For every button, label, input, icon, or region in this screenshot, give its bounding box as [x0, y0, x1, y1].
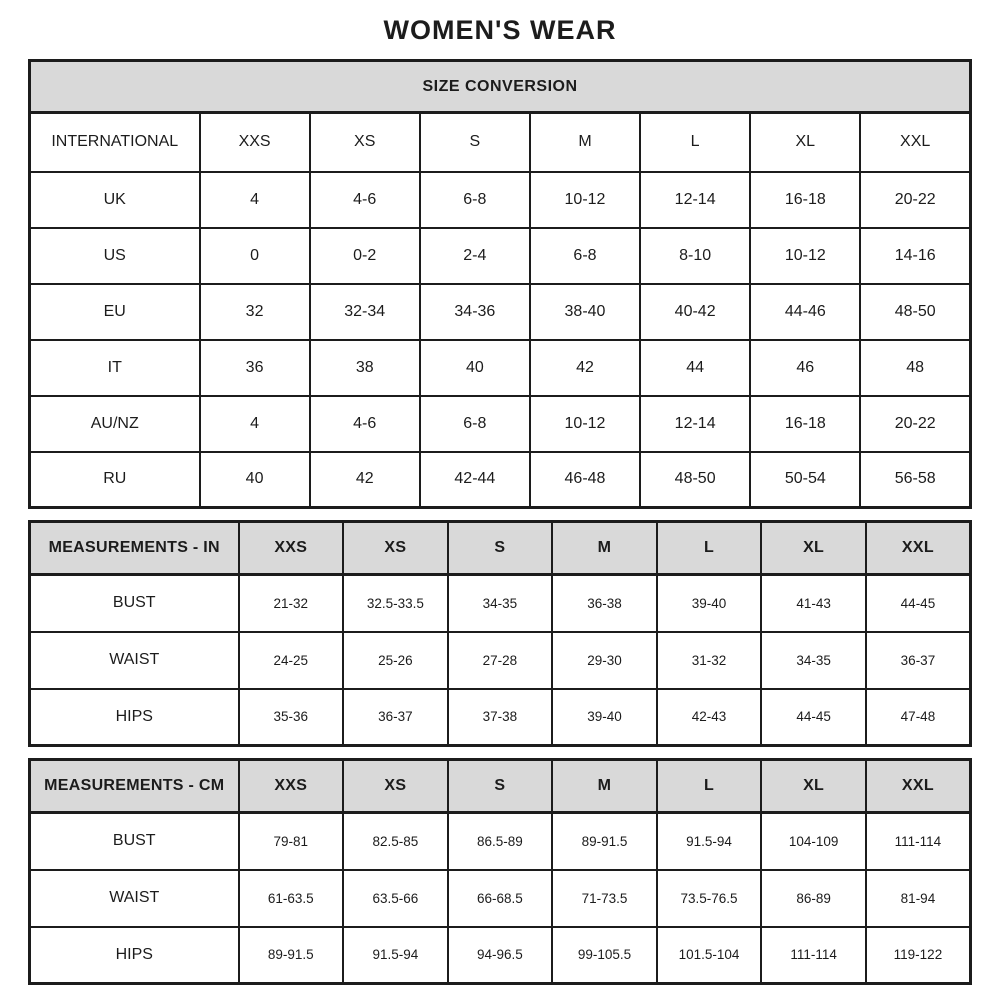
row-label-bust: BUST [30, 575, 239, 632]
measurement-value-cell: 61-63.5 [239, 870, 344, 927]
size-value-cell: 34-36 [420, 284, 530, 340]
size-value-cell: 16-18 [750, 396, 860, 452]
measurement-value-cell: 29-30 [552, 632, 657, 689]
measurement-value-cell: 119-122 [866, 927, 971, 984]
size-value-cell: 10-12 [750, 228, 860, 284]
col-header-xxl: XXL [866, 522, 971, 575]
size-value-cell: 10-12 [530, 396, 640, 452]
measurement-value-cell: 104-109 [761, 813, 866, 870]
size-value-cell: 46 [750, 340, 860, 396]
row-label-us: US [30, 228, 200, 284]
page-title: WOMEN'S WEAR [383, 15, 617, 45]
measurement-value-cell: 25-26 [343, 632, 448, 689]
col-header-xl: XL [761, 760, 866, 813]
size-conversion-banner: SIZE CONVERSION [30, 61, 971, 113]
row-label-waist: WAIST [30, 632, 239, 689]
measurement-value-cell: 79-81 [239, 813, 344, 870]
table-row [30, 632, 971, 689]
measurement-value-cell: 37-38 [448, 689, 553, 746]
col-header-xs: XS [310, 113, 420, 172]
row-label-uk: UK [30, 172, 200, 228]
size-value-cell: 10-12 [530, 172, 640, 228]
col-header-l: L [640, 113, 750, 172]
col-header-international: INTERNATIONAL [30, 113, 200, 172]
size-value-cell: 4-6 [310, 396, 420, 452]
size-value-cell: 48-50 [860, 284, 970, 340]
measurement-value-cell: 89-91.5 [552, 813, 657, 870]
measurement-value-cell: 91.5-94 [657, 813, 762, 870]
col-header-l: L [657, 760, 762, 813]
table-row [30, 396, 971, 452]
size-value-cell: 14-16 [860, 228, 970, 284]
measurement-value-cell: 82.5-85 [343, 813, 448, 870]
col-header-m: M [530, 113, 640, 172]
size-value-cell: 46-48 [530, 452, 640, 508]
col-header-s: S [448, 522, 553, 575]
measurements-cm-header: MEASUREMENTS - CM [30, 760, 239, 813]
row-label-hips: HIPS [30, 927, 239, 984]
measurement-value-cell: 73.5-76.5 [657, 870, 762, 927]
row-label-it: IT [30, 340, 200, 396]
col-header-m: M [552, 522, 657, 575]
table-row [30, 61, 971, 113]
size-value-cell: 4 [200, 396, 310, 452]
size-value-cell: 6-8 [420, 172, 530, 228]
size-value-cell: 32 [200, 284, 310, 340]
size-value-cell: 16-18 [750, 172, 860, 228]
measurement-value-cell: 63.5-66 [343, 870, 448, 927]
col-header-l: L [657, 522, 762, 575]
size-conversion-table [28, 59, 972, 509]
measurement-value-cell: 91.5-94 [343, 927, 448, 984]
col-header-m: M [552, 760, 657, 813]
size-value-cell: 38-40 [530, 284, 640, 340]
measurement-value-cell: 71-73.5 [552, 870, 657, 927]
table-row [30, 927, 971, 984]
col-header-xxl: XXL [860, 113, 970, 172]
table-row [30, 575, 971, 632]
measurement-value-cell: 44-45 [761, 689, 866, 746]
size-value-cell: 56-58 [860, 452, 970, 508]
measurement-value-cell: 44-45 [866, 575, 971, 632]
size-value-cell: 48 [860, 340, 970, 396]
col-header-xl: XL [761, 522, 866, 575]
table-row [30, 870, 971, 927]
measurement-value-cell: 89-91.5 [239, 927, 344, 984]
measurement-value-cell: 111-114 [761, 927, 866, 984]
measurement-value-cell: 36-38 [552, 575, 657, 632]
size-value-cell: 48-50 [640, 452, 750, 508]
size-value-cell: 40 [200, 452, 310, 508]
size-value-cell: 42 [530, 340, 640, 396]
size-value-cell: 20-22 [860, 396, 970, 452]
measurement-value-cell: 36-37 [866, 632, 971, 689]
measurements-in-header: MEASUREMENTS - IN [30, 522, 239, 575]
measurement-value-cell: 111-114 [866, 813, 971, 870]
table-row [30, 689, 971, 746]
table-row [30, 760, 971, 813]
measurement-value-cell: 39-40 [552, 689, 657, 746]
row-label-eu: EU [30, 284, 200, 340]
measurement-value-cell: 41-43 [761, 575, 866, 632]
size-value-cell: 40-42 [640, 284, 750, 340]
col-header-xxs: XXS [200, 113, 310, 172]
col-header-xxs: XXS [239, 522, 344, 575]
col-header-xl: XL [750, 113, 860, 172]
row-label-bust: BUST [30, 813, 239, 870]
size-value-cell: 44 [640, 340, 750, 396]
table-row [30, 113, 971, 172]
size-value-cell: 0 [200, 228, 310, 284]
size-value-cell: 40 [420, 340, 530, 396]
measurements-in-table [28, 520, 972, 747]
table-row [30, 813, 971, 870]
table-row [30, 284, 971, 340]
size-value-cell: 42 [310, 452, 420, 508]
size-value-cell: 20-22 [860, 172, 970, 228]
measurements-cm-table [28, 758, 972, 985]
row-label-hips: HIPS [30, 689, 239, 746]
measurement-value-cell: 42-43 [657, 689, 762, 746]
size-value-cell: 50-54 [750, 452, 860, 508]
table-row [30, 452, 971, 508]
measurement-value-cell: 21-32 [239, 575, 344, 632]
row-label-aunz: AU/NZ [30, 396, 200, 452]
size-value-cell: 44-46 [750, 284, 860, 340]
table-row [30, 172, 971, 228]
size-value-cell: 42-44 [420, 452, 530, 508]
col-header-s: S [448, 760, 553, 813]
measurement-value-cell: 39-40 [657, 575, 762, 632]
measurement-value-cell: 94-96.5 [448, 927, 553, 984]
measurement-value-cell: 47-48 [866, 689, 971, 746]
table-row [30, 522, 971, 575]
measurement-value-cell: 31-32 [657, 632, 762, 689]
row-label-waist: WAIST [30, 870, 239, 927]
table-row [30, 228, 971, 284]
size-value-cell: 36 [200, 340, 310, 396]
col-header-xxl: XXL [866, 760, 971, 813]
measurement-value-cell: 101.5-104 [657, 927, 762, 984]
measurement-value-cell: 32.5-33.5 [343, 575, 448, 632]
measurement-value-cell: 66-68.5 [448, 870, 553, 927]
measurement-value-cell: 24-25 [239, 632, 344, 689]
size-value-cell: 8-10 [640, 228, 750, 284]
measurement-value-cell: 86.5-89 [448, 813, 553, 870]
size-value-cell: 12-14 [640, 396, 750, 452]
size-value-cell: 38 [310, 340, 420, 396]
table-row [30, 340, 971, 396]
size-value-cell: 4 [200, 172, 310, 228]
measurement-value-cell: 36-37 [343, 689, 448, 746]
col-header-xs: XS [343, 760, 448, 813]
size-value-cell: 32-34 [310, 284, 420, 340]
measurement-value-cell: 34-35 [761, 632, 866, 689]
size-value-cell: 2-4 [420, 228, 530, 284]
col-header-s: S [420, 113, 530, 172]
size-value-cell: 4-6 [310, 172, 420, 228]
col-header-xs: XS [343, 522, 448, 575]
col-header-xxs: XXS [239, 760, 344, 813]
row-label-ru: RU [30, 452, 200, 508]
size-value-cell: 6-8 [420, 396, 530, 452]
measurement-value-cell: 99-105.5 [552, 927, 657, 984]
measurement-value-cell: 81-94 [866, 870, 971, 927]
size-value-cell: 6-8 [530, 228, 640, 284]
measurement-value-cell: 35-36 [239, 689, 344, 746]
size-value-cell: 12-14 [640, 172, 750, 228]
size-value-cell: 0-2 [310, 228, 420, 284]
measurement-value-cell: 86-89 [761, 870, 866, 927]
measurement-value-cell: 34-35 [448, 575, 553, 632]
measurement-value-cell: 27-28 [448, 632, 553, 689]
